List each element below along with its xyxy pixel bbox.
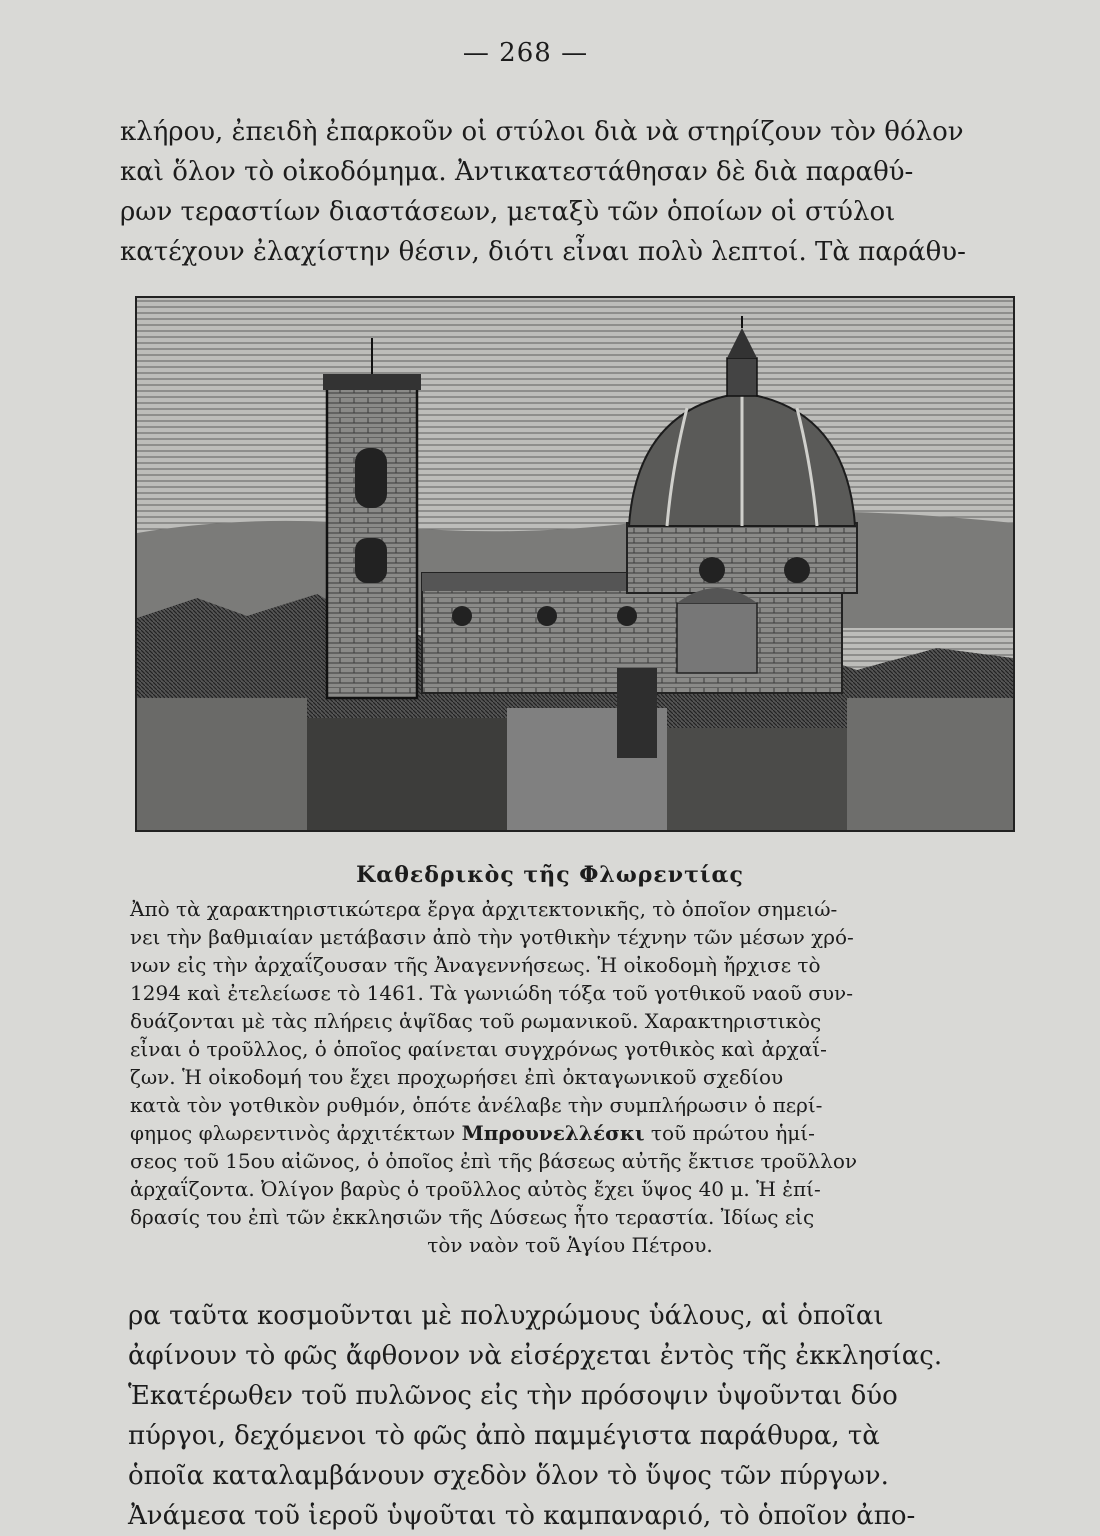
drum-oculus [784, 557, 810, 583]
text-line: ρα ταῦτα κοσμοῦνται μὲ πολυχρώμους ὑάλους, αἱ ὁποῖαι [128, 1301, 884, 1331]
text-line: καὶ ὅλον τὸ οἰκοδόμημα. Ἀντικατεστάθησαν δὲ διὰ παραθύ- [120, 157, 914, 187]
text-line: ρων τεραστίων διαστάσεων, μεταξὺ τῶν ὁποίων οἱ στύλοι [120, 197, 896, 227]
caption-line: ζων. Ἡ οἰκοδομή του ἔχει προχωρήσει ἐπὶ ὀκταγωνικοῦ σχεδίου [130, 1065, 784, 1089]
text-line: ἀφίνουν τὸ φῶς ἄφθονον νὰ εἰσέρχεται ἐντὸς τῆς ἐκκλησίας. [128, 1341, 943, 1371]
bell-tower-cornice [323, 374, 421, 390]
caption-line: δυάζονται μὲ τὰς πλήρεις ἁψῖδας τοῦ ρωμανικοῦ. Χαρακτηριστικὸς [130, 1009, 822, 1033]
page-number: — 268 — [462, 38, 589, 68]
caption-line: σεος τοῦ 15ου αἰῶνος, ὁ ὁποῖος ἐπὶ τῆς βάσεως αὐτῆς ἔκτισε τροῦλλον [130, 1149, 858, 1173]
side-chapel [677, 603, 757, 673]
caption-line: ἀρχαΐζοντα. Ὀλίγον βαρὺς ὁ τροῦλλος αὐτὸς ἔχει ὕψος 40 μ. Ἡ ἐπί- [130, 1177, 821, 1201]
foreground-tower [617, 668, 657, 758]
text-line: κατέχουν ἐλαχίστην θέσιν, διότι εἶναι πολὺ λεπτοί. Τὰ παράθυ- [120, 237, 966, 267]
text-line: ὁποῖα καταλαμβάνουν σχεδὸν ὅλον τὸ ὕψος τῶν πύργων. [128, 1461, 889, 1491]
bell-tower-window [355, 448, 387, 508]
dome-lantern [727, 358, 757, 396]
foreground-building [847, 698, 1013, 830]
caption-line: εἶναι ὁ τροῦλλος, ὁ ὁποῖος φαίνεται συγχρόνως γοτθικὸς καὶ ἀρχαΐ- [130, 1037, 827, 1061]
foreground-building [667, 728, 847, 830]
nave-window [617, 606, 637, 626]
text-line: κλήρου, ἐπειδὴ ἐπαρκοῦν οἱ στύλοι διὰ νὰ στηρίζουν τὸν θόλον [120, 117, 964, 147]
caption-line [130, 1119, 1010, 1147]
caption-body [130, 895, 1010, 1259]
foreground-building [137, 698, 307, 830]
bottom-paragraph [128, 1296, 1013, 1531]
caption-line: 1294 καὶ ἐτελείωσε τὸ 1461. Τὰ γωνιώδη τόξα τοῦ γοτθικοῦ ναοῦ συν- [130, 981, 853, 1005]
caption-line: νων εἰς τὴν ἀρχαΐζουσαν τῆς Ἀναγεννήσεως. Ἡ οἰκοδομὴ ἤρχισε τὸ [130, 953, 821, 977]
architect-name: Μπρουνελλέσκι [461, 1121, 645, 1145]
dome-drum [627, 523, 857, 593]
caption-line: Ἀπὸ τὰ χαρακτηριστικώτερα ἔργα ἀρχιτεκτονικῆς, τὸ ὁποῖον σημειώ- [130, 897, 838, 921]
caption-line-end: τοῦ πρώτου ἡμί- [644, 1121, 815, 1145]
caption-line-start: φημος φλωρεντινὸς ἀρχιτέκτων [130, 1121, 462, 1145]
bell-tower-window [355, 538, 387, 583]
caption-line: κατὰ τὸν γοτθικὸν ρυθμόν, ὁπότε ἀνέλαβε τὴν συμπλήρωσιν ὁ περί- [130, 1093, 823, 1117]
cathedral-engraving [135, 296, 1015, 832]
caption-title: Καθεδρικὸς τῆς Φλωρεντίας [356, 862, 744, 888]
text-line-cut: Ἀνάμεσα τοῦ ἱεροῦ ὑψοῦται τὸ καμπαναριό, τὸ ὁποῖον ἀπο- [128, 1501, 916, 1531]
nave-window [537, 606, 557, 626]
text-line: πύργοι, δεχόμενοι τὸ φῶς ἀπὸ παμμέγιστα παράθυρα, τὰ [128, 1421, 880, 1451]
caption-line: δρασίς του ἐπὶ τῶν ἐκκλησιῶν τῆς Δύσεως ἦτο τεραστία. Ἰδίως εἰς [130, 1205, 815, 1229]
text-line: Ἑκατέρωθεν τοῦ πυλῶνος εἰς τὴν πρόσοψιν ὑψοῦνται δύο [128, 1381, 898, 1411]
cathedral-illustration [137, 298, 1013, 830]
foreground-building [307, 718, 507, 830]
caption-line: νει τὴν βαθμιαίαν μετάβασιν ἀπὸ τὴν γοτθικὴν τέχνην τῶν μέσων χρό- [130, 925, 854, 949]
nave-window [452, 606, 472, 626]
caption-last-line: τὸν ναὸν τοῦ Ἁγίου Πέτρου. [427, 1233, 713, 1257]
drum-oculus [699, 557, 725, 583]
top-paragraph [120, 112, 1010, 272]
